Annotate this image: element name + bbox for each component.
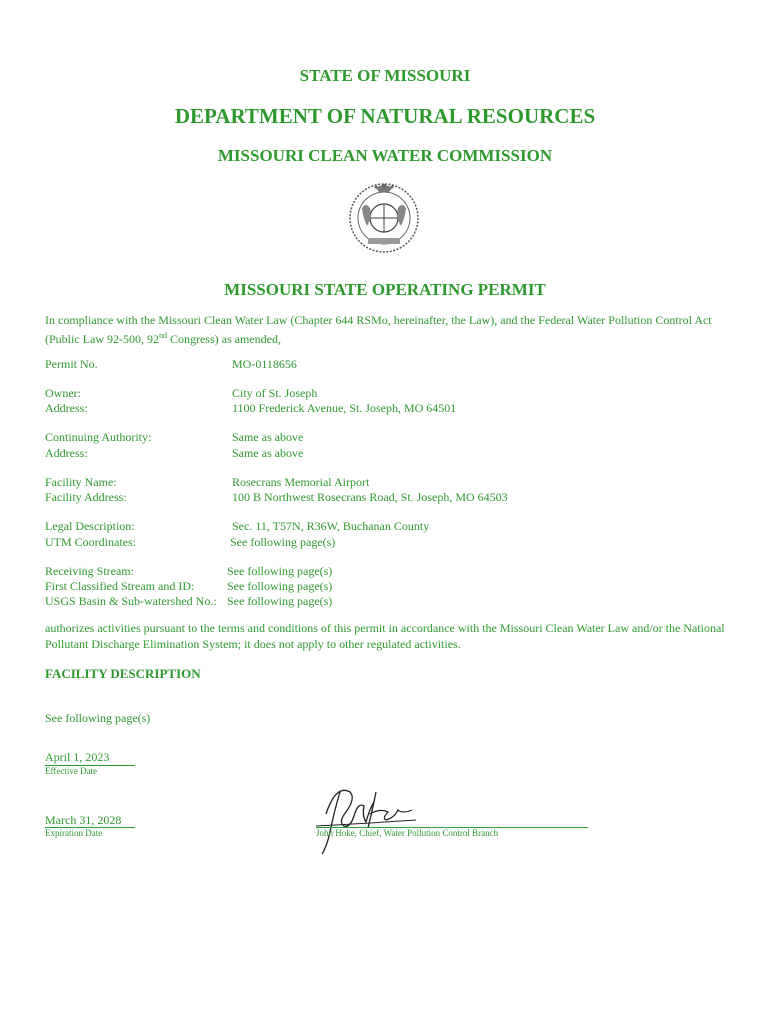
legal-description-label: Legal Description: — [45, 519, 135, 533]
signatory-name-title: John Hoke, Chief, Water Pollution Control Branch — [316, 828, 499, 838]
usgs-value: See following page(s) — [227, 594, 333, 608]
ca-address-label: Address: — [45, 446, 88, 460]
state-title: STATE OF MISSOURI — [299, 66, 471, 85]
facility-address-value: 100 B Northwest Rosecrans Road, St. Joseph, MO 64503 — [232, 490, 508, 504]
usgs-label: USGS Basin & Sub-watershed No.: — [45, 594, 217, 608]
handwritten-signature-icon — [312, 784, 432, 856]
continuing-authority-value: Same as above — [232, 430, 304, 444]
facility-name-label: Facility Name: — [45, 475, 117, 489]
intro-superscript: nd — [158, 331, 167, 340]
authorization-paragraph: authorizes activities pursuant to the terms and conditions of this permit in accordance with the Missouri Clean Water Law and/or the National Pollutant Discharge Elimination System; it does not apply to other regulated activities. — [45, 621, 725, 651]
owner-label: Owner: — [45, 386, 81, 400]
effective-date-label: Effective Date — [45, 766, 98, 776]
facility-description-heading: FACILITY DESCRIPTION — [45, 666, 201, 681]
expiration-date-value: March 31, 2028 — [45, 813, 122, 827]
facility-address-label: Facility Address: — [45, 490, 127, 504]
expiration-date-label: Expiration Date — [45, 828, 103, 838]
owner-address-value: 1100 Frederick Avenue, St. Joseph, MO 64501 — [232, 401, 457, 415]
permit-no-value: MO-0118656 — [232, 357, 297, 371]
utm-label: UTM Coordinates: — [45, 535, 136, 549]
legal-description-value: Sec. 11, T57N, R36W, Buchanan County — [232, 519, 430, 533]
permit-title: MISSOURI STATE OPERATING PERMIT — [224, 280, 546, 299]
missouri-state-seal-icon — [346, 178, 422, 256]
effective-date-value: April 1, 2023 — [45, 750, 110, 764]
first-classified-label: First Classified Stream and ID: — [45, 579, 195, 593]
ca-address-value: Same as above — [232, 446, 304, 460]
first-classified-value: See following page(s) — [227, 579, 333, 593]
owner-address-label: Address: — [45, 401, 88, 415]
receiving-stream-value: See following page(s) — [227, 564, 333, 578]
permit-no-label: Permit No. — [45, 357, 98, 371]
intro-text-2: Congress) as amended, — [166, 332, 281, 346]
department-title: DEPARTMENT OF NATURAL RESOURCES — [174, 104, 596, 128]
facility-description-text: See following page(s) — [45, 711, 151, 725]
continuing-authority-label: Continuing Authority: — [45, 430, 152, 444]
commission-title: MISSOURI CLEAN WATER COMMISSION — [217, 146, 553, 165]
intro-text-1: In compliance with the Missouri Clean Water Law (Chapter 644 RSMo, hereinafter, the Law), and the Federal Water Pollution Control Act (Public Law 92-500, 92 — [45, 313, 712, 346]
facility-name-value: Rosecrans Memorial Airport — [232, 475, 370, 489]
receiving-stream-label: Receiving Stream: — [45, 564, 134, 578]
owner-value: City of St. Joseph — [232, 386, 318, 400]
utm-value: See following page(s) — [230, 535, 336, 549]
intro-paragraph — [45, 312, 735, 347]
